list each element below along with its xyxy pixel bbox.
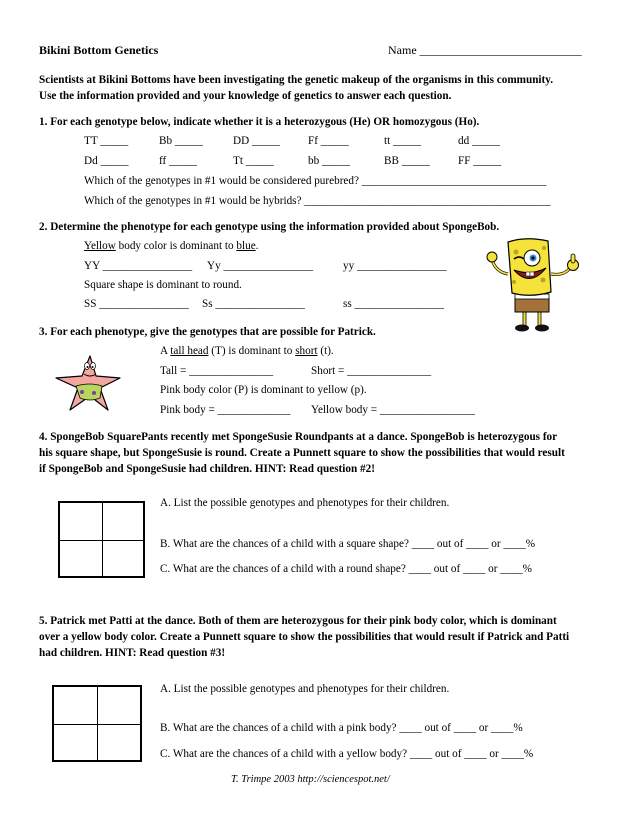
- rule-text: body color is dominant to: [115, 240, 237, 252]
- q3-title: 3. For each phenotype, give the genotypes that are possible for Patrick.: [39, 326, 376, 338]
- rule-text: (t).: [317, 345, 334, 357]
- q1-item[interactable]: Dd _____: [84, 155, 129, 167]
- q5-title-line-2: over a yellow body color. Create a Punnett square to show the possibilities that would result if Patrick and Patti: [39, 631, 570, 643]
- recessive-trait: blue: [236, 240, 256, 252]
- patrick-illustration: [50, 352, 126, 416]
- q2-item[interactable]: YY ________________: [84, 260, 193, 272]
- spongebob-illustration: [486, 232, 588, 334]
- q5-punnett-square[interactable]: [52, 685, 142, 762]
- punnett-divider: [102, 503, 103, 576]
- q4-punnett-square[interactable]: [58, 501, 145, 578]
- dominant-trait: tall head: [170, 345, 209, 357]
- q2-item[interactable]: SS ________________: [84, 298, 189, 310]
- intro-line-2: Use the information provided and your knowledge of genetics to answer each question.: [39, 90, 452, 102]
- recessive-trait: short: [295, 345, 318, 357]
- worksheet-title: Bikini Bottom Genetics: [39, 43, 159, 57]
- q4-title-line-2: his square shape, but SpongeSusie is round. Create a Punnett square to show the possibilities that would result: [39, 447, 565, 459]
- punnett-divider: [97, 687, 98, 760]
- q1-title: 1. For each genotype below, indicate whether it is a heterozygous (He) OR homozygous (Ho).: [39, 116, 480, 128]
- q1-item[interactable]: DD _____: [233, 135, 280, 147]
- q1-item[interactable]: ff _____: [159, 155, 198, 167]
- q3-rule-2: Pink body color (P) is dominant to yellow (p).: [160, 384, 367, 396]
- q5-title-line-3: had children. HINT: Read question #3!: [39, 647, 226, 659]
- footer-credit: T. Trimpe 2003 http://sciencespot.net/: [231, 774, 390, 785]
- rule-text: A: [160, 345, 171, 357]
- q2-rule-2: Square shape is dominant to round.: [84, 279, 242, 291]
- q1-item[interactable]: bb _____: [308, 155, 350, 167]
- q1-hybrids-question[interactable]: Which of the genotypes in #1 would be hybrids? ____________________________________________: [84, 195, 551, 207]
- name-field[interactable]: Name ___________________________: [388, 43, 582, 57]
- q1-item[interactable]: tt _____: [384, 135, 421, 147]
- q4-title-line-1: 4. SpongeBob SquarePants recently met SpongeSusie Roundpants at a dance. SpongeBob is heterozygous for: [39, 431, 558, 443]
- q4-part-b[interactable]: B. What are the chances of a child with a square shape? ____ out of ____ or ____%: [160, 538, 536, 550]
- q1-item[interactable]: Ff _____: [308, 135, 349, 147]
- q1-item[interactable]: Bb _____: [159, 135, 203, 147]
- intro-line-1: Scientists at Bikini Bottoms have been investigating the genetic makeup of the organisms in this community.: [39, 74, 554, 86]
- q1-purebred-question[interactable]: Which of the genotypes in #1 would be considered purebred? _________________________________: [84, 175, 547, 187]
- q1-item[interactable]: Tt _____: [233, 155, 274, 167]
- q4-title-line-3: if SpongeBob and SpongeSusie had children. HINT: Read question #2!: [39, 463, 375, 475]
- q5-part-a: A. List the possible genotypes and phenotypes for their children.: [160, 683, 450, 695]
- q3-yellow-answer[interactable]: Yellow body = _________________: [311, 404, 475, 416]
- q2-item[interactable]: Ss ________________: [202, 298, 305, 310]
- q3-pink-answer[interactable]: Pink body = _____________: [160, 404, 291, 416]
- q5-part-c[interactable]: C. What are the chances of a child with a yellow body? ____ out of ____ or ____%: [160, 748, 534, 760]
- q4-part-c[interactable]: C. What are the chances of a child with a round shape? ____ out of ____ or ____%: [160, 563, 532, 575]
- q2-rule-1: [84, 240, 258, 252]
- q3-tall-answer[interactable]: Tall = _______________: [160, 365, 274, 377]
- q2-item[interactable]: ss ________________: [343, 298, 445, 310]
- q2-title: 2. Determine the phenotype for each genotype using the information provided about SpongeBob.: [39, 221, 500, 233]
- q1-item[interactable]: dd _____: [458, 135, 500, 147]
- q5-title-line-1: 5. Patrick met Patti at the dance. Both of them are heterozygous for their pink body color, which is dominant: [39, 615, 557, 627]
- q3-rule-1: [160, 345, 334, 357]
- q2-item[interactable]: Yy ________________: [207, 260, 313, 272]
- q3-short-answer[interactable]: Short = _______________: [311, 365, 432, 377]
- q2-item[interactable]: yy ________________: [343, 260, 447, 272]
- rule-text: (T) is dominant to: [208, 345, 296, 357]
- q5-part-b[interactable]: B. What are the chances of a child with a pink body? ____ out of ____ or ____%: [160, 722, 523, 734]
- q1-item[interactable]: BB _____: [384, 155, 430, 167]
- q1-item[interactable]: TT _____: [84, 135, 129, 147]
- q4-part-a: A. List the possible genotypes and phenotypes for their children.: [160, 497, 450, 509]
- dominant-trait: Yellow: [84, 240, 116, 252]
- rule-text: .: [255, 240, 259, 252]
- q1-item[interactable]: FF _____: [458, 155, 502, 167]
